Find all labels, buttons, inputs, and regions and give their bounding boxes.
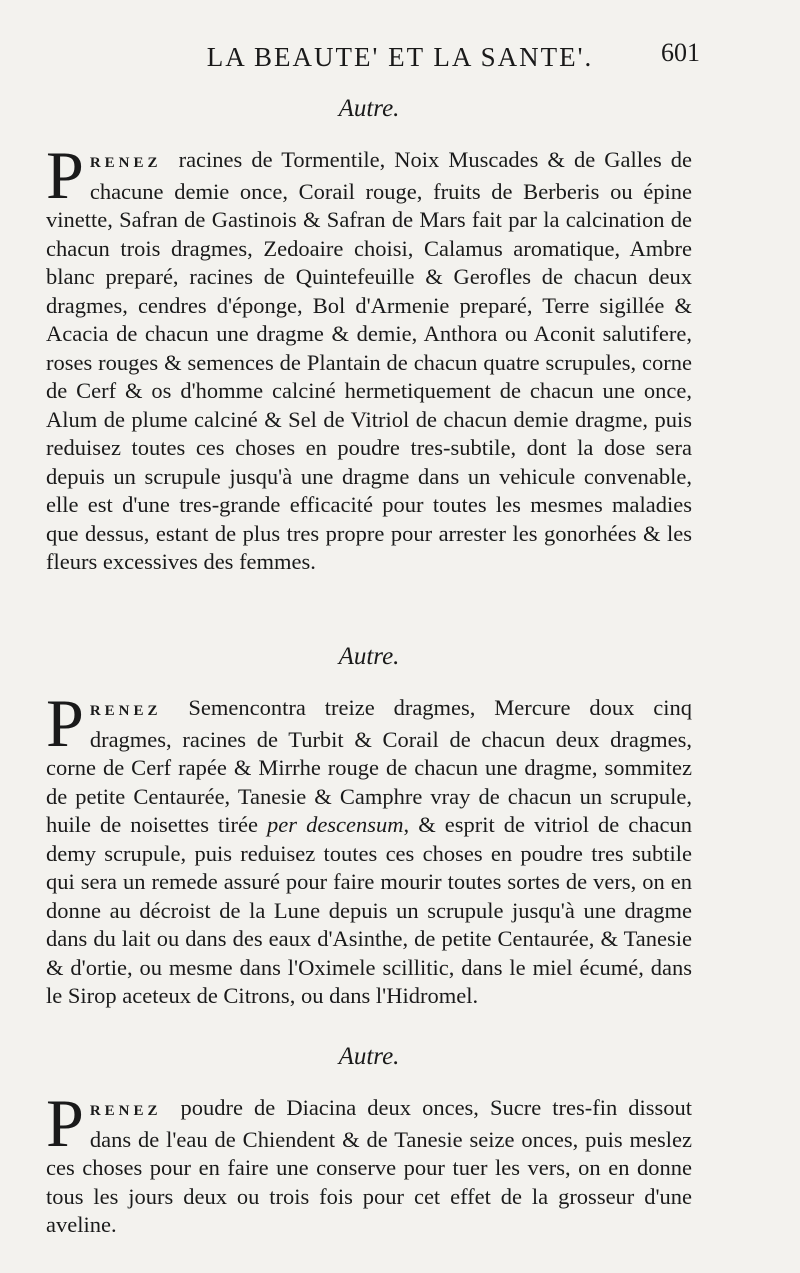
recipe-section-2: [46, 640, 692, 1011]
lead-word: RENEZ: [89, 155, 162, 171]
section-body: [46, 137, 692, 577]
recipe-section-1: [46, 92, 692, 577]
drop-cap: P: [46, 1085, 84, 1161]
section-body: [46, 1085, 692, 1240]
section-body: [46, 685, 693, 1011]
section-heading: Autre.: [338, 1043, 400, 1070]
body-text: racines de Tormentile, Noix Muscades & de Galles de chacune demie once, Corail rouge, fruits de Berberis ou épine vinette, Safran de Gastinois & Safran de Mars fait par la calcination de chacun trois dragmes, Zedoaire choisi, Calamus aromatique, Ambre blanc preparé, racines de Quintefeuille & Gerofles de chacun deux dragmes, cendres d'éponge, Bol d'Armenie preparé, Terre sigillée & Acacia de chacun une dragme & demie, Anthora ou Aconit salutifere, roses rouges & semences de Plantain de chacun quatre scrupules, corne de Cerf & os d'homme calciné hermetiquement de chacun une once, Alum de plume calciné & Sel de Vitriol de chacun demie dragme, puis reduisez toutes ces choses en poudre tres-subtile, dont la dose sera depuis un scrupule jusqu'à une dragme dans un vehicule convenable, elle est d'une tres-grande efficacité pour toutes les mesmes maladies que dessus, estant de plus tres propre pour arrester les gonorhées & les fleurs excessives des femmes.: [46, 147, 692, 574]
section-heading: Autre.: [338, 643, 400, 670]
drop-cap: P: [46, 685, 84, 761]
recipe-section-3: [46, 1040, 692, 1240]
page-number: 601: [661, 38, 700, 67]
running-head: [0, 34, 800, 74]
lead-word: RENEZ: [89, 703, 162, 719]
body-text: Semencontra treize dragmes, Mercure doux cinq dragmes, racines de Turbit & Corail de chacun deux dragmes, corne de Cerf rapée & Mirrhe rouge de chacun une dragme, sommitez de petite Centaurée, Tanesie & Camphre vray de chacun un scrupule, huile de noisettes tirée: [46, 695, 693, 837]
running-title: LA BEAUTE' ET LA SANTE'.: [206, 42, 594, 72]
drop-cap: P: [46, 137, 84, 213]
latin-phrase: per descensum: [267, 812, 404, 837]
section-heading: Autre.: [338, 95, 400, 122]
lead-word: RENEZ: [89, 1103, 162, 1119]
body-text: , & esprit de vitriol de chacun demy scrupule, puis reduisez toutes ces choses en poudre tres subtile qui sera un remede assuré pour faire mourir toutes sortes de vers, on en donne au décroist de la Lune depuis un scrupule jusqu'à une dragme dans du lait ou dans des eaux d'Asinthe, de petite Centaurée, & Tanesie & d'ortie, ou mesme dans l'Oximele scillitic, dans le miel écumé, dans le Sirop aceteux de Citrons, ou dans l'Hidromel.: [46, 812, 693, 1008]
body-text: poudre de Diacina deux onces, Sucre tres-fin dissout dans de l'eau de Chiendent & de Tanesie seize onces, puis meslez ces choses pour en faire une conserve pour tuer les vers, on en donne tous les jours deux ou trois fois pour cet effet de la grosseur d'une aveline.: [46, 1095, 692, 1237]
